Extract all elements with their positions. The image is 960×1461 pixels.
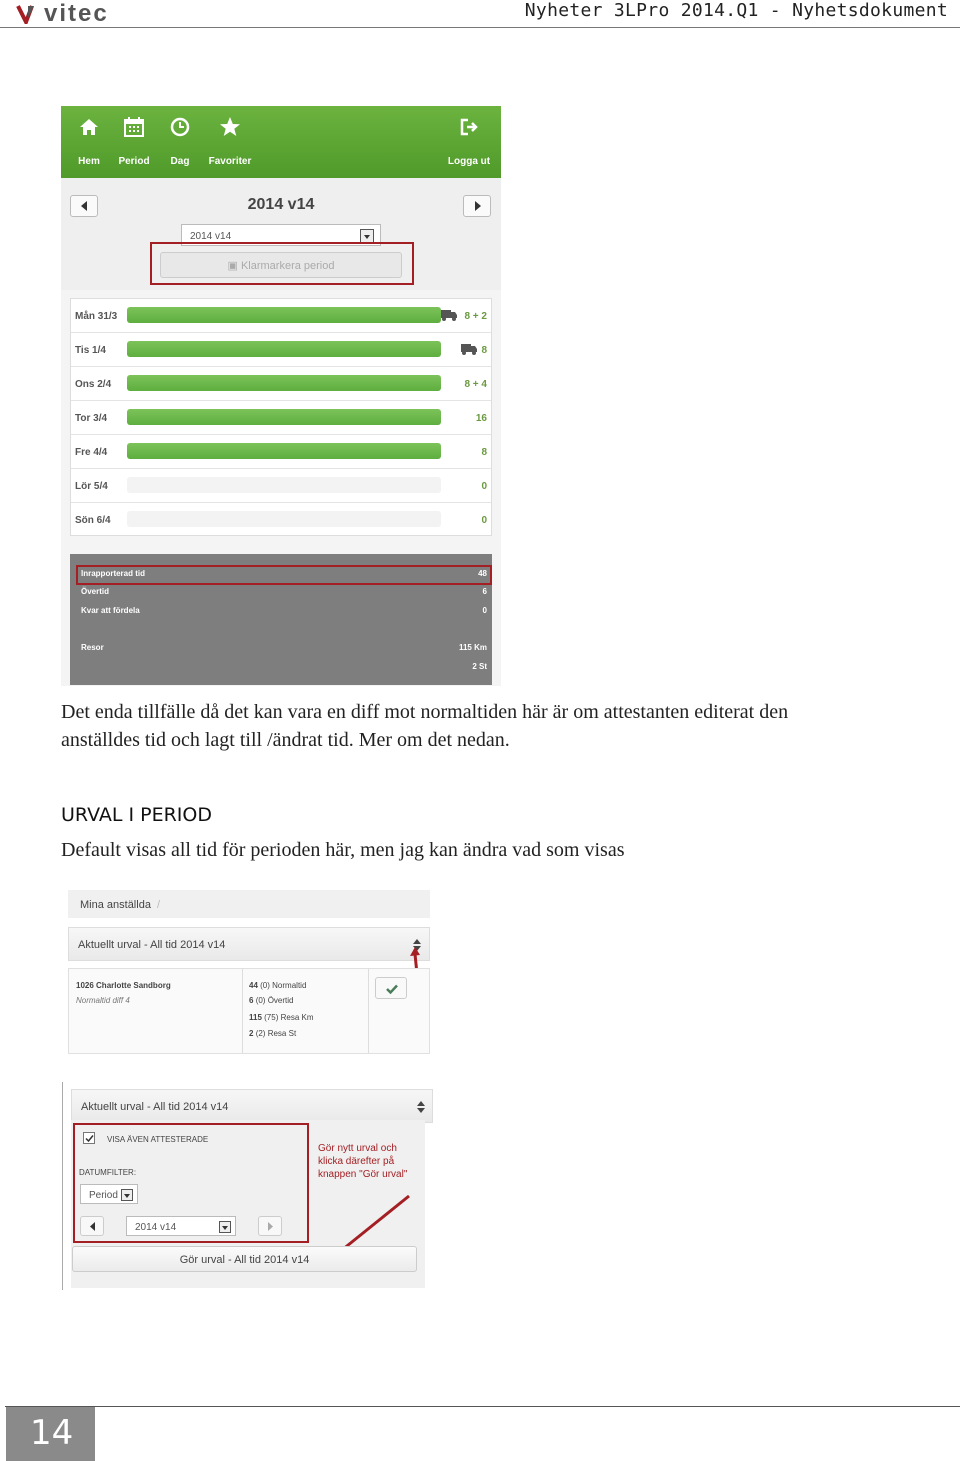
day-row[interactable]: Tor 3/4 16 — [71, 401, 491, 435]
summary-row: Resor 115 Km — [81, 643, 487, 652]
highlight-box — [150, 242, 414, 285]
star-icon — [219, 116, 241, 138]
stat-row: 44 (0) Normaltid — [249, 981, 307, 990]
instruction-note: Gör nytt urval och klicka därefter på knappen "Gör urval" — [318, 1143, 408, 1180]
home-icon — [78, 116, 100, 138]
period-panel — [61, 178, 501, 290]
selection-filter-bar[interactable]: Aktuellt urval - All tid 2014 v14 — [68, 927, 430, 961]
day-row[interactable]: Fre 4/4 8 — [71, 435, 491, 469]
employee-stats — [242, 969, 369, 1053]
day-row[interactable]: Sön 6/4 0 — [71, 503, 491, 537]
clock-icon — [169, 116, 191, 138]
truck-icon — [441, 309, 457, 321]
nav-favorites[interactable]: Favoriter — [205, 106, 255, 178]
day-bar — [127, 477, 441, 493]
show-attested-label: VISA ÄVEN ATTESTERADE — [107, 1135, 209, 1144]
page-number: 14 — [6, 1407, 95, 1461]
highlight-box — [73, 1123, 309, 1243]
employee-info: 1026 Charlotte Sandborg Normaltid diff 4 — [76, 981, 171, 1005]
selection-filter-bar[interactable]: Aktuellt urval - All tid 2014 v14 — [71, 1089, 433, 1123]
nav-day[interactable]: Dag — [161, 106, 199, 178]
mobile-app-screenshot — [61, 106, 501, 686]
paragraph-default: Default visas all tid för perioden här, men jag kan ändra vad som visas — [61, 839, 625, 861]
document-header — [0, 0, 960, 28]
nav-home[interactable]: Hem — [69, 106, 109, 178]
day-bar — [127, 409, 441, 425]
thumbs-up-icon: ▣ — [227, 260, 238, 272]
summary-panel — [70, 554, 492, 685]
mark-period-button[interactable]: ▣ Klarmarkera period — [160, 252, 402, 278]
day-row[interactable]: Mån 31/3 8 + 2 — [71, 299, 491, 333]
truck-icon — [461, 343, 477, 355]
make-selection-button[interactable]: Gör urval - All tid 2014 v14 — [72, 1246, 417, 1272]
footer-divider — [5, 1406, 960, 1407]
day-list — [70, 298, 492, 536]
calendar-icon — [123, 116, 145, 138]
app-topbar — [61, 106, 501, 178]
approve-button[interactable] — [375, 977, 407, 999]
caret-right-icon — [473, 201, 482, 211]
checkmark-icon — [386, 983, 398, 995]
day-bar — [127, 341, 441, 357]
employee-card[interactable] — [68, 968, 430, 1054]
summary-row: Övertid 6 — [81, 587, 487, 596]
day-bar — [127, 511, 441, 527]
day-bar — [127, 307, 441, 323]
selection-panel-screenshot — [62, 1082, 433, 1290]
paragraph-diff: Det enda tillfälle då det kan vara en diff mot normaltiden här är om attestanten editerat den anställdes tid och lagt till /ändrat tid. Mer om det nedan. — [61, 701, 789, 751]
period-heading: 2014 v14 — [247, 196, 315, 213]
nav-period[interactable]: Period — [113, 106, 155, 178]
breadcrumb: Mina anställda / — [68, 890, 430, 918]
date-filter-label: DATUMFILTER: — [79, 1168, 137, 1177]
summary-row: Inrapporterad tid 48 — [81, 569, 487, 578]
stat-row: 115 (75) Resa Km — [249, 1013, 314, 1022]
dropdown-arrow-icon — [360, 229, 374, 243]
day-bar — [127, 375, 441, 391]
period-select[interactable]: 2014 v14 — [126, 1216, 236, 1236]
stat-row: 2 (2) Resa St — [249, 1029, 297, 1038]
date-filter-select[interactable]: Period — [80, 1184, 138, 1204]
logout-icon — [458, 116, 480, 138]
day-row[interactable]: Tis 1/4 8 — [71, 333, 491, 367]
section-heading: URVAL I PERIOD — [61, 804, 212, 826]
period-select[interactable]: 2014 v14 — [181, 224, 381, 246]
summary-row: Kvar att fördela 0 — [81, 606, 487, 615]
next-period-button[interactable] — [463, 195, 491, 217]
day-row[interactable]: Lör 5/4 0 — [71, 469, 491, 503]
nav-logout[interactable]: Logga ut — [447, 106, 491, 178]
document-title: Nyheter 3LPro 2014.Q1 - Nyhetsdokument — [524, 0, 948, 21]
breadcrumb-item[interactable]: Mina anställda — [80, 899, 151, 911]
day-bar — [127, 443, 441, 459]
vitec-logo — [16, 2, 136, 24]
stat-row: 6 (0) Övertid — [249, 996, 294, 1005]
svg-text:vitec: vitec — [44, 2, 109, 24]
sort-icon — [417, 1101, 425, 1113]
employee-list-screenshot — [68, 890, 430, 1054]
summary-row: 2 St — [472, 662, 487, 671]
day-row[interactable]: Ons 2/4 8 + 4 — [71, 367, 491, 401]
